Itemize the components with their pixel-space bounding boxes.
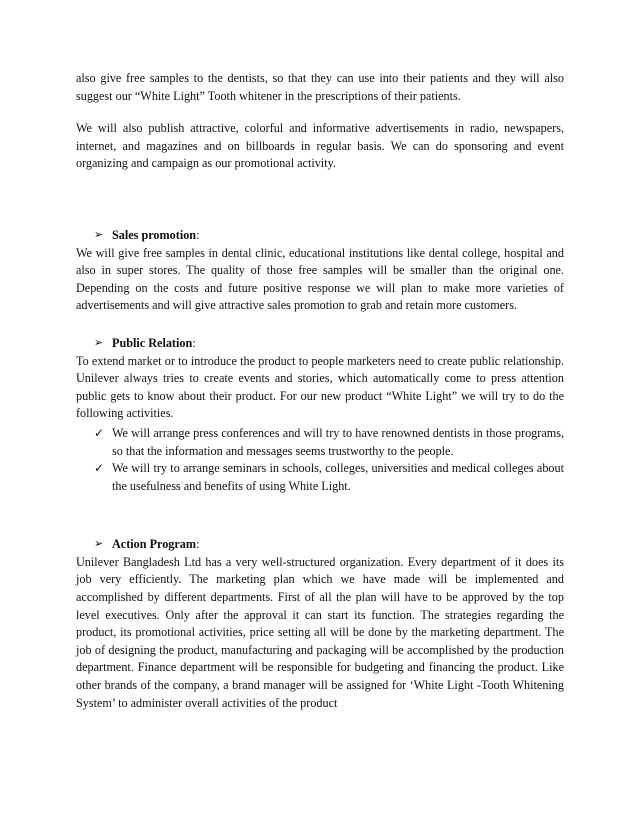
heading-title: Sales promotion: [112, 227, 197, 242]
paragraph-action-program: Unilever Bangladesh Ltd has a very well-structured organization. Every department of it does its job very efficiently. The marketing plan which we have made will be implemented and accomplished by different departments. First of all the plan will have to be approved by the top level executives. Only after the approval it can start its function. The strategies regarding the product, its promotional activities, price setting all will be done by the marketing department. The job of designing the product, manufacturing and packaging will be accomplished by the production department. Finance department will be responsible for budgeting and financing the product. Like other brands of the company, a brand manager will be assigned for ‘White Light -Tooth Whitening System’ to administer overall activities of the product: [76, 554, 564, 710]
document-page: [76, 70, 564, 712]
activities-list: [76, 425, 564, 495]
arrow-bullet-icon: ➢: [94, 538, 104, 551]
checkmark-icon: ✓: [94, 425, 105, 440]
heading-title: Public Relation: [112, 335, 193, 350]
heading-title: Action Program: [112, 537, 197, 552]
list-item: [94, 460, 564, 495]
paragraph-public-relation: To extend market or to introduce the product to people marketers need to create public relationship. Unilever always tries to create events and stories, which automatically come to press attention public gets to know about their product. For our new product “White Light” we will try to do the following activities.: [76, 353, 564, 421]
paragraph-free-samples: also give free samples to the dentists, so that they can use into their patients and they will also suggest our “White Light” Tooth whitener in the prescriptions of their patients.: [76, 71, 564, 103]
paragraph-advertisements: We will also publish attractive, colorful and informative advertisements in radio, newspapers, internet, and magazines and on billboards in regular basis. We can do sponsoring and event organizing and campaign as our promotional activity.: [76, 121, 564, 171]
paragraph-sales-promotion: We will give free samples in dental clinic, educational institutions like dental college, hospital and also in super stores. The quality of those free samples will be smaller than the original one. Depending on the costs and future positive response we will plan to make more varieties of advertisements and will give attractive sales promotion to grab and retain more customers.: [76, 245, 564, 313]
arrow-bullet-icon: ➢: [94, 336, 104, 349]
list-item-text: We will try to arrange seminars in schools, colleges, universities and medical colleges about the usefulness and benefits of using White Light.: [112, 461, 564, 493]
arrow-bullet-icon: ➢: [94, 228, 104, 241]
checkmark-icon: ✓: [94, 461, 105, 476]
heading-sales-promotion: ➢ Sales promotion :: [94, 227, 564, 245]
heading-public-relation: ➢ Public Relation :: [94, 335, 564, 353]
list-item: [94, 425, 564, 460]
list-item-text: We will arrange press conferences and will try to have renowned dentists in those programs, so that the information and messages seems trustworthy to the people.: [112, 425, 564, 458]
heading-action-program: ➢ Action Program :: [94, 536, 564, 554]
